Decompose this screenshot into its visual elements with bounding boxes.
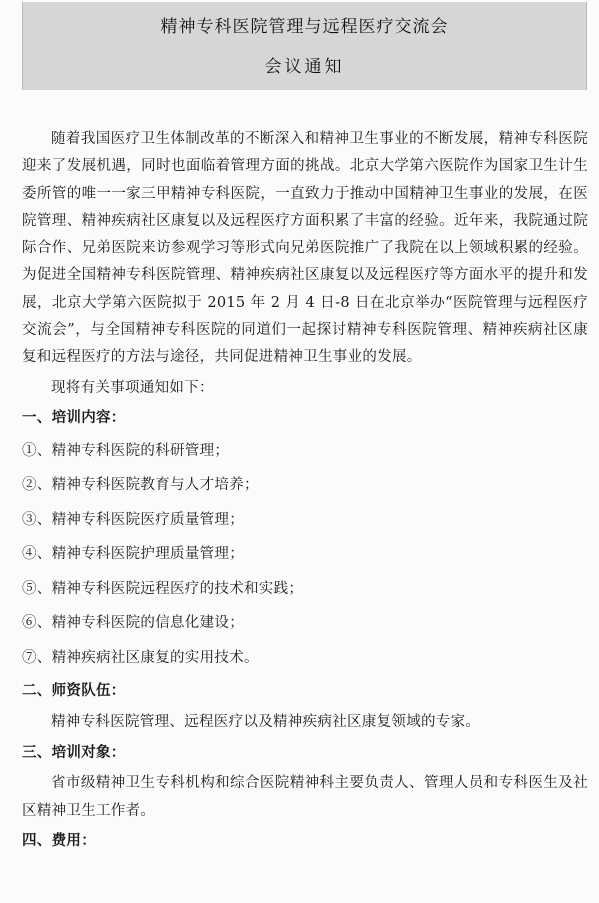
faculty-text: 精神专科医院管理、远程医疗以及精神疾病社区康复领域的专家。: [51, 714, 481, 731]
document-title: 精神专科医院管理与远程医疗交流会: [160, 17, 449, 37]
section-heading-audience: 三、培训对象：: [22, 745, 126, 762]
training-content-list: [22, 434, 588, 676]
list-item: ②、精神专科医院教育与人才培养；: [22, 477, 259, 494]
list-item: ⑦、精神疾病社区康复的实用技术。: [22, 649, 259, 666]
notice-line: 现将有关事项通知如下：: [51, 379, 214, 396]
section-heading-faculty: 二、师资队伍：: [22, 683, 126, 700]
intro-paragraph: 随着我国医疗卫生体制改革的不断深入和精神卫生事业的不断发展，精神专科医院迎来了发展机遇，同时也面临着管理方面的挑战。北京大学第六医院作为国家卫生计生委所管的唯一一家三甲精神专科医院，一直致力于推动中国精神卫生事业的发展，在医院管理、精神疾病社区康复以及远程医疗方面积累了丰富的经验。近年来，我院通过院际合作、兄弟医院来访参观学习等形式向兄弟医院推广了我院在以上领域积累的经验。为促进全国精神专科医院管理、精神疾病社区康复以及远程医疗等方面水平的提升和发展，北京大学第六医院拟于 2015 年 2 月 4 日-8 日在北京举办“医院管理与远程医疗交流会”，与全国精神专科医院的同道们一起探讨精神专科医院管理、精神疾病社区康复和远程医疗的方法与途径，共同促进精神卫生事业的发展。: [22, 131, 588, 366]
section-heading-training-content: 一、培训内容：: [22, 409, 126, 426]
list-item: ①、精神专科医院的科研管理；: [22, 442, 230, 459]
list-item: ③、精神专科医院医疗质量管理；: [22, 511, 244, 528]
list-item: ⑤、精神专科医院远程医疗的技术和实践；: [22, 580, 304, 597]
document-subtitle: 会议通知: [264, 57, 345, 77]
section-heading-fees: 四、费用：: [22, 833, 96, 850]
document-body: [22, 126, 588, 857]
audience-text: 省市级精神卫生专科机构和综合医院精神科主要负责人、管理人员和专科医生及社区精神卫生工作者。: [22, 775, 588, 820]
list-item: ④、精神专科医院护理质量管理；: [22, 546, 244, 563]
list-item: ⑥、精神专科医院的信息化建设；: [22, 615, 244, 632]
title-banner: [22, 2, 587, 90]
